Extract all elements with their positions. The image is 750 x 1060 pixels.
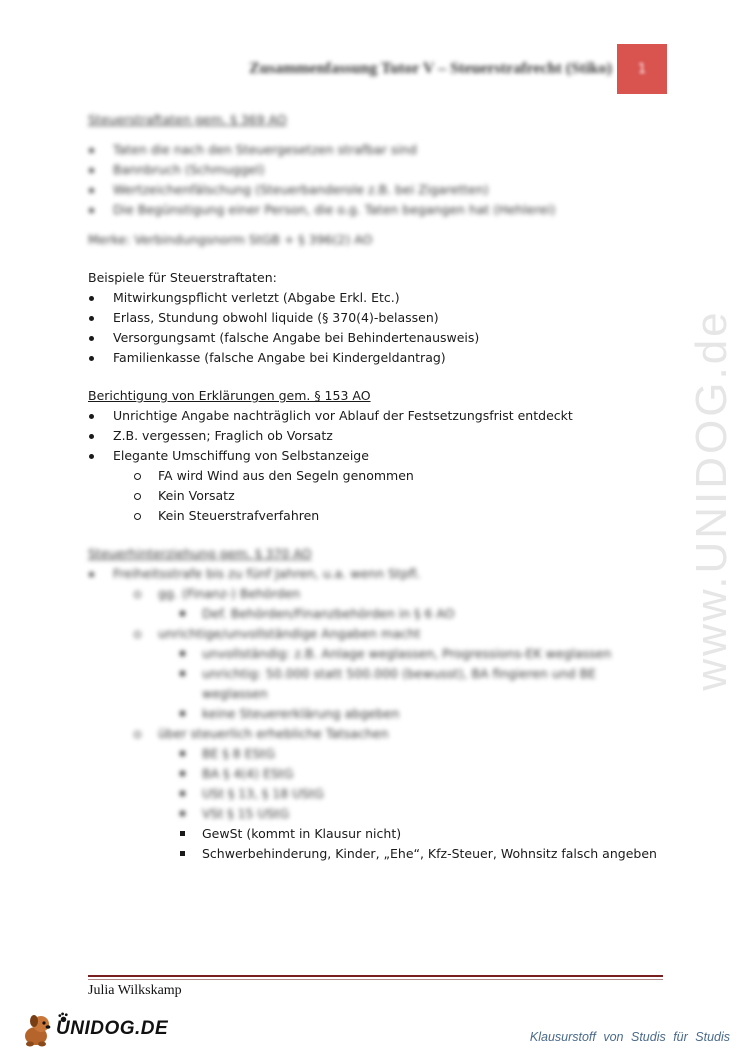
list-item: Schwerbehinderung, Kinder, „Ehe“, Kfz-Steuer, Wohnsitz falsch angeben [88,844,658,864]
page-header [0,44,750,96]
list-item: Wertzeichenfälschung (Steuerbanderole z.B. bei Zigaretten) [88,180,658,200]
list-item: BE § 8 EStG [88,744,658,764]
list-item: keine Steuererklärung abgeben [88,704,658,724]
sub-bullet-list [88,724,658,744]
section-steuerstraftaten [88,110,658,250]
section-heading: Berichtigung von Erklärungen gem. § 153 AO [88,388,371,403]
list-item: FA wird Wind aus den Segeln genommen [88,466,658,486]
section-beispiele [88,268,658,368]
list-item: unrichtig: 50.000 statt 500.000 (bewusst), BA fingieren und BE weglassen [88,664,658,704]
author-name: Julia Wilkskamp [88,983,182,998]
bullet-list [88,288,658,368]
sub-sub-bullet-list [88,824,658,864]
list-item: Erlass, Stundung obwohl liquide (§ 370(4)-belassen) [88,308,658,328]
sub-bullet-list [88,624,658,644]
footer-slogan: Klausurstoff von Studis für Studis [529,1030,730,1044]
unidog-logo[interactable] [22,1012,169,1048]
document-body [88,110,658,864]
sub-sub-bullet-list [88,604,658,624]
list-item: Die Begünstigung einer Person, die o.g. Taten begangen hat (Hehlerei) [88,200,658,220]
list-item: über steuerlich erhebliche Tatsachen [88,724,658,744]
section-berichtigung [88,386,658,526]
list-item: Familienkasse (falsche Angabe bei Kindergeldantrag) [88,348,658,368]
list-item: USt § 13, § 18 UStG [88,784,658,804]
list-item: unrichtige/unvollständige Angaben macht [88,624,658,644]
list-item: Def. Behörden/Finanzbehörden in § 6 AO [88,604,658,624]
list-item: Versorgungsamt (falsche Angabe bei Behindertenausweis) [88,328,658,348]
page-number-badge [617,44,667,94]
section-heading: Steuerstraftaten gem. § 369 AO [88,112,287,127]
bullet-list [88,406,658,466]
list-item: Kein Steuerstrafverfahren [88,506,658,526]
list-item: GewSt (kommt in Klausur nicht) [88,824,658,844]
section-steuerhinterziehung [88,544,658,864]
list-item: Freiheitsstrafe bis zu fünf Jahren, u.a. wenn Stpfl. [88,564,658,584]
section-heading: Steuerhinterziehung gem. § 370 AO [88,546,312,561]
footer-rule [88,975,663,980]
list-item: Unrichtige Angabe nachträglich vor Ablauf der Festsetzungsfrist entdeckt [88,406,658,426]
section-intro: Beispiele für Steuerstraftaten: [88,270,277,285]
bullet-list [88,140,658,220]
sub-bullet-list [88,466,658,526]
watermark: www.UNIDOG.de [687,309,736,691]
list-item: VSt § 15 UStG [88,804,658,824]
list-item: BA § 4(4) EStG [88,764,658,784]
list-item: Bannbruch (Schmuggel) [88,160,658,180]
list-item: Mitwirkungspflicht verletzt (Abgabe Erkl. Etc.) [88,288,658,308]
list-item: Kein Vorsatz [88,486,658,506]
list-item: Elegante Umschiffung von Selbstanzeige [88,446,658,466]
note-text: Merke: Verbindungsnorm StGB + § 396(2) AO [88,232,373,247]
list-item: gg. (Finanz-) Behörden [88,584,658,604]
sub-bullet-list [88,584,658,604]
header-title: Zusammenfassung Tutor V – Steuerstrafrecht (Stiko) [249,60,612,77]
list-item: Z.B. vergessen; Fraglich ob Vorsatz [88,426,658,446]
list-item: unvollständig: z.B. Anlage weglassen, Progressions-EK weglassen [88,644,658,664]
list-item: Taten die nach den Steuergesetzen strafbar sind [88,140,658,160]
dog-mascot-icon [22,1012,56,1048]
sub-sub-bullet-list [88,644,658,724]
bullet-list [88,564,658,584]
page-number: 1 [637,61,647,77]
logo-text: UNIDOG.DE [56,1018,169,1039]
sub-sub-bullet-list [88,744,658,824]
